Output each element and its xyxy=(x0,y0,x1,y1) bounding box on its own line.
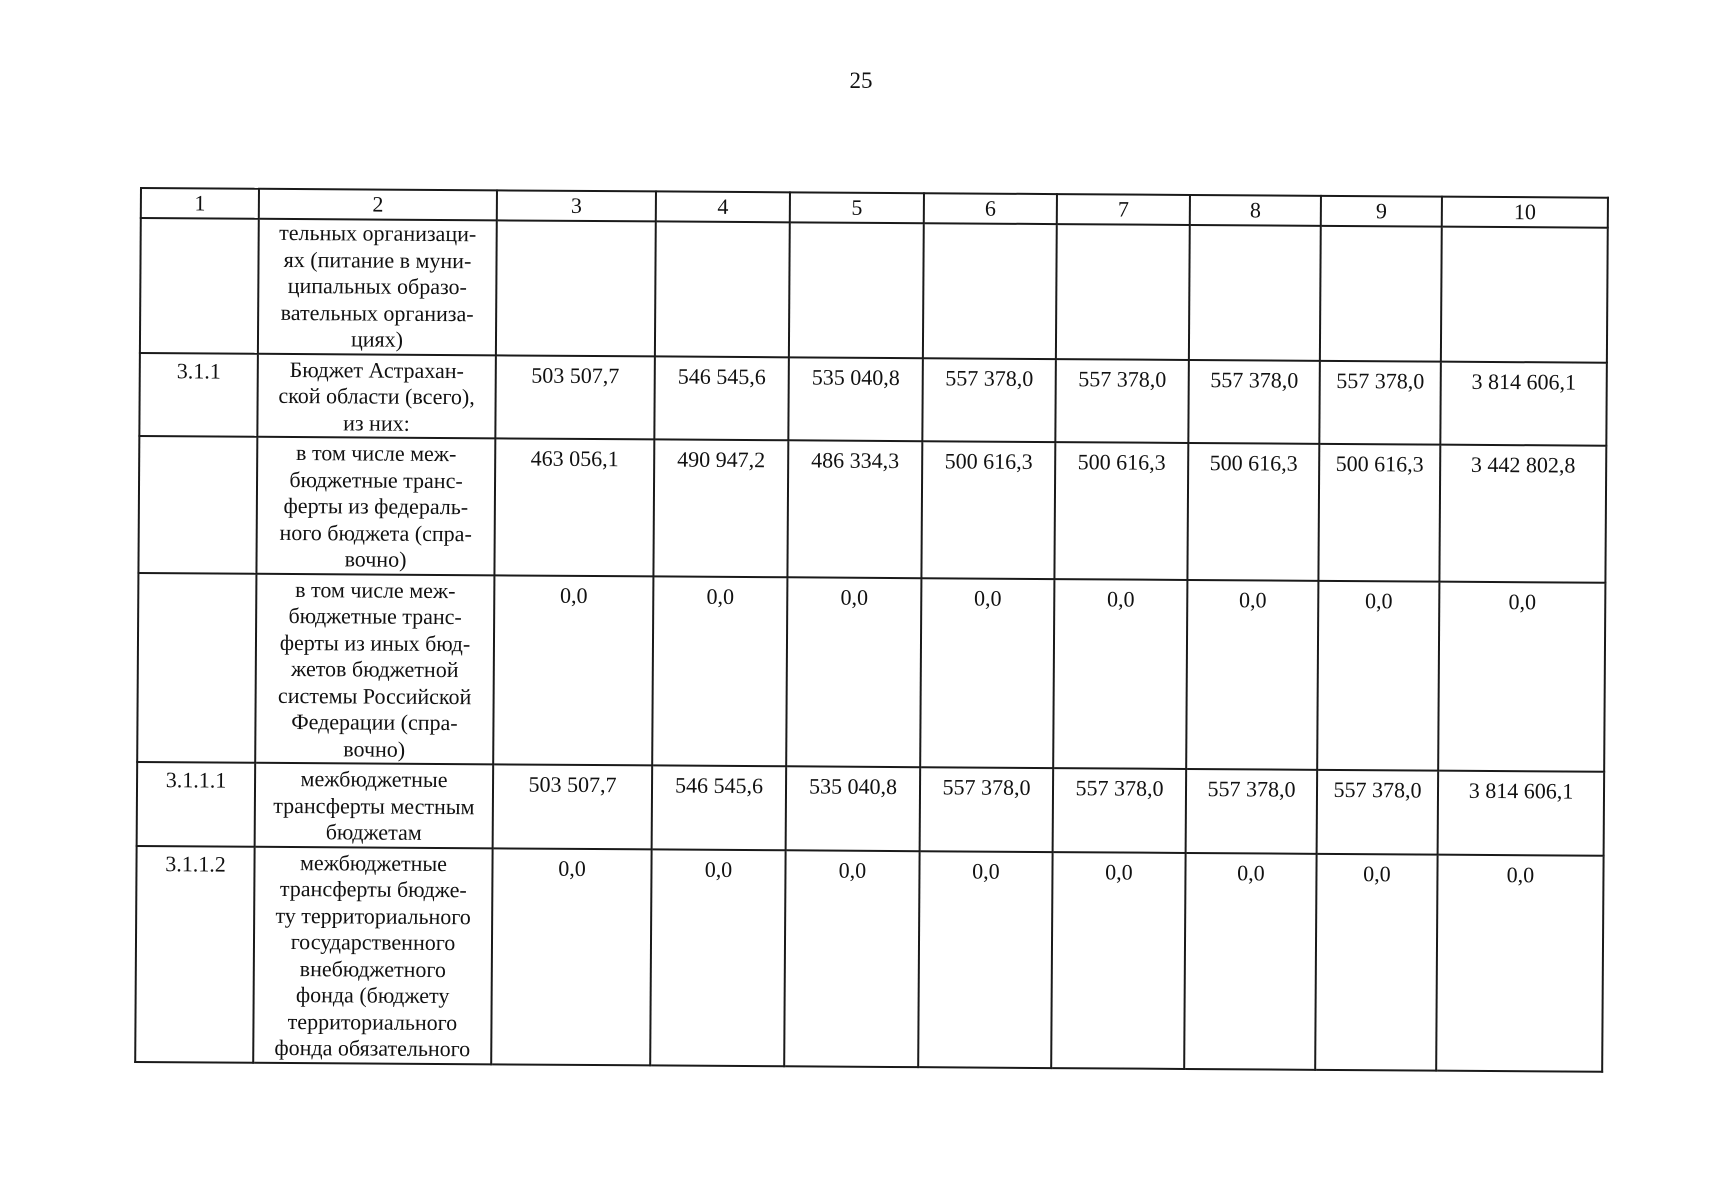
description-line: ного бюджета (спра- xyxy=(279,519,472,546)
value-cell: 3 442 802,8 xyxy=(1439,445,1606,583)
value-cell: 463 056,1 xyxy=(494,438,654,576)
value-cell: 0,0 xyxy=(920,578,1054,768)
value-cell: 500 616,3 xyxy=(1318,444,1440,581)
value-cell: 557 378,0 xyxy=(1319,360,1441,444)
column-header: 1 xyxy=(141,188,259,219)
value-cell: 500 616,3 xyxy=(921,441,1055,578)
description-line: фонда обязательного xyxy=(274,1034,471,1062)
value-cell xyxy=(1441,227,1608,363)
column-header: 10 xyxy=(1442,197,1608,228)
description-line: ферты из федераль- xyxy=(283,492,469,520)
row-description xyxy=(256,437,495,575)
row-code: 3.1.1.2 xyxy=(135,845,254,1062)
column-header: 7 xyxy=(1057,194,1190,225)
value-cell: 0,0 xyxy=(650,849,785,1066)
value-cell: 503 507,7 xyxy=(493,764,653,849)
column-header: 8 xyxy=(1190,195,1321,226)
description-line: межбюджетные xyxy=(299,849,448,876)
value-cell xyxy=(496,220,656,356)
description-line: межбюджетные xyxy=(300,766,448,793)
value-cell: 0,0 xyxy=(491,848,651,1065)
value-cell: 0,0 xyxy=(1184,852,1316,1069)
description-line: Федерации (спра- xyxy=(291,709,458,736)
value-cell: 557 378,0 xyxy=(1053,768,1187,852)
value-cell: 500 616,3 xyxy=(1187,443,1319,580)
value-cell: 0,0 xyxy=(493,575,653,766)
description-line: тельных организаци- xyxy=(279,219,477,247)
value-cell: 490 947,2 xyxy=(653,439,788,576)
column-header: 2 xyxy=(259,189,497,221)
budget-table xyxy=(134,187,1609,1072)
description-line: Бюджет Астрахан- xyxy=(289,356,465,383)
value-cell: 0,0 xyxy=(1315,853,1437,1070)
description-line: вочно) xyxy=(344,546,407,572)
value-cell: 3 814 606,1 xyxy=(1438,771,1605,856)
description-line: бюджетам xyxy=(325,819,422,845)
description-line: бюджетные транс- xyxy=(288,602,462,630)
value-cell: 486 334,3 xyxy=(787,440,922,577)
description-line: из них: xyxy=(343,409,410,436)
value-cell: 0,0 xyxy=(784,850,919,1067)
value-cell xyxy=(655,221,790,356)
row-description xyxy=(257,353,496,438)
value-cell: 557 378,0 xyxy=(1055,359,1189,443)
value-cell: 557 378,0 xyxy=(922,358,1056,442)
page-number: 25 xyxy=(849,68,873,93)
row-code xyxy=(140,218,259,353)
value-cell: 535 040,8 xyxy=(786,766,921,850)
value-cell: 0,0 xyxy=(918,851,1052,1068)
table-row xyxy=(135,845,1603,1071)
row-code: 3.1.1.1 xyxy=(137,762,256,846)
value-cell: 0,0 xyxy=(1051,852,1185,1069)
column-header: 3 xyxy=(497,190,656,221)
table-row xyxy=(137,572,1605,771)
column-header: 9 xyxy=(1321,196,1442,227)
table-row xyxy=(140,218,1608,362)
description-line: государственного xyxy=(290,929,456,956)
row-description xyxy=(258,219,497,355)
value-cell: 0,0 xyxy=(1053,579,1187,769)
value-cell: 0,0 xyxy=(1438,581,1605,772)
description-line: территориального xyxy=(287,1008,458,1035)
value-cell: 557 378,0 xyxy=(920,767,1054,851)
value-cell: 546 545,6 xyxy=(654,356,789,440)
value-cell: 3 814 606,1 xyxy=(1440,361,1607,446)
value-cell: 503 507,7 xyxy=(495,355,655,440)
table-row xyxy=(137,762,1605,855)
row-description xyxy=(255,573,494,764)
description-line: трансферты бюдже- xyxy=(279,875,467,903)
value-cell: 500 616,3 xyxy=(1054,442,1188,579)
value-cell xyxy=(1320,226,1442,361)
table-row xyxy=(138,436,1606,582)
value-cell xyxy=(789,222,924,357)
description-line: вательных организа- xyxy=(280,299,474,326)
row-description xyxy=(255,763,494,848)
column-header: 6 xyxy=(924,193,1057,224)
description-line: жетов бюджетной xyxy=(291,656,459,683)
value-cell xyxy=(923,223,1057,358)
value-cell: 0,0 xyxy=(786,577,921,767)
value-cell: 0,0 xyxy=(1186,579,1318,769)
description-line: ципальных образо- xyxy=(287,272,468,300)
description-line: трансферты местным xyxy=(273,792,475,819)
value-cell: 557 378,0 xyxy=(1186,769,1318,853)
description-line: бюджетные транс- xyxy=(289,466,463,493)
column-header: 5 xyxy=(790,192,924,223)
value-cell: 546 545,6 xyxy=(652,765,787,849)
table-row xyxy=(139,353,1607,446)
description-line: ту территориального xyxy=(275,902,471,929)
description-line: фонда (бюджету xyxy=(295,982,450,1009)
description-line: в том числе меж- xyxy=(295,576,456,603)
description-line: ской области (всего), xyxy=(278,382,475,410)
column-header: 4 xyxy=(656,191,790,222)
value-cell xyxy=(1189,225,1321,360)
description-line: ях (питание в муни- xyxy=(283,246,472,273)
row-code: 3.1.1 xyxy=(139,353,258,437)
value-cell: 0,0 xyxy=(1436,854,1603,1071)
row-code xyxy=(137,572,256,762)
description-line: в том числе меж- xyxy=(296,440,457,467)
description-line: внебюджетного xyxy=(299,955,446,982)
description-line: циях) xyxy=(350,326,404,352)
row-code xyxy=(138,436,257,573)
value-cell: 557 378,0 xyxy=(1188,359,1320,443)
description-line: ферты из иных бюд- xyxy=(279,629,471,656)
description-line: вочно) xyxy=(343,735,406,762)
description-line: системы Российской xyxy=(277,682,472,709)
value-cell: 0,0 xyxy=(652,576,787,766)
value-cell: 557 378,0 xyxy=(1317,770,1439,854)
value-cell: 535 040,8 xyxy=(788,357,923,441)
row-description xyxy=(253,846,492,1064)
value-cell: 0,0 xyxy=(1317,580,1439,770)
value-cell xyxy=(1056,224,1190,359)
